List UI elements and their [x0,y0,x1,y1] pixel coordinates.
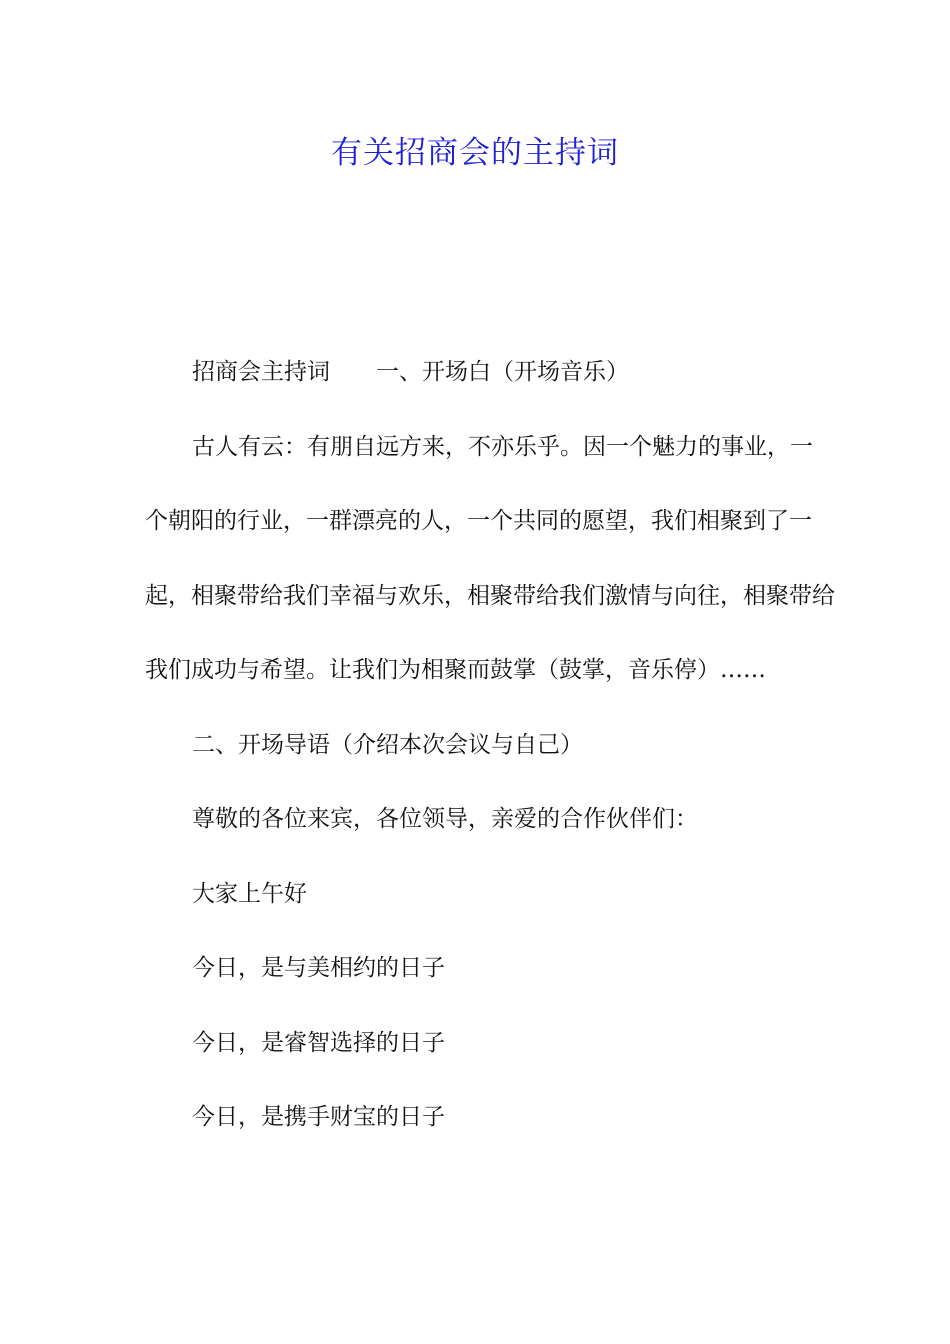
paragraph-opening: 古人有云：有朋自远方来，不亦乐乎。因一个魅力的事业，一个朝阳的行业，一群漂亮的人，一个共同的愿望，我们相聚到了一起，相聚带给我们幸福与欢乐，相聚带给我们激情与向往，相聚带给我们成功与希望。让我们为相聚而鼓掌（鼓掌，音乐停）…… [145,433,835,683]
intro-right-text: 一、开场白（开场音乐） [376,359,629,385]
paragraph-section-two-heading: 二、开场导语（介绍本次会议与自己） [192,731,583,758]
paragraph-good-morning: 大家上午好 [192,880,307,907]
paragraph-greeting: 尊敬的各位来宾，各位领导，亲爱的合作伙伴们： [192,806,698,832]
paragraph-today-treasure: 今日，是携手财宝的日子 [192,1104,445,1130]
intro-left-text: 招商会主持词 [192,359,330,385]
document-title: 有关招商会的主持词 [331,135,619,171]
document-body [145,335,835,1155]
paragraph-today-wisdom: 今日，是睿智选择的日子 [192,1029,445,1056]
intro-line [145,335,835,410]
paragraph-today-beauty: 今日，是与美相约的日子 [192,955,445,981]
